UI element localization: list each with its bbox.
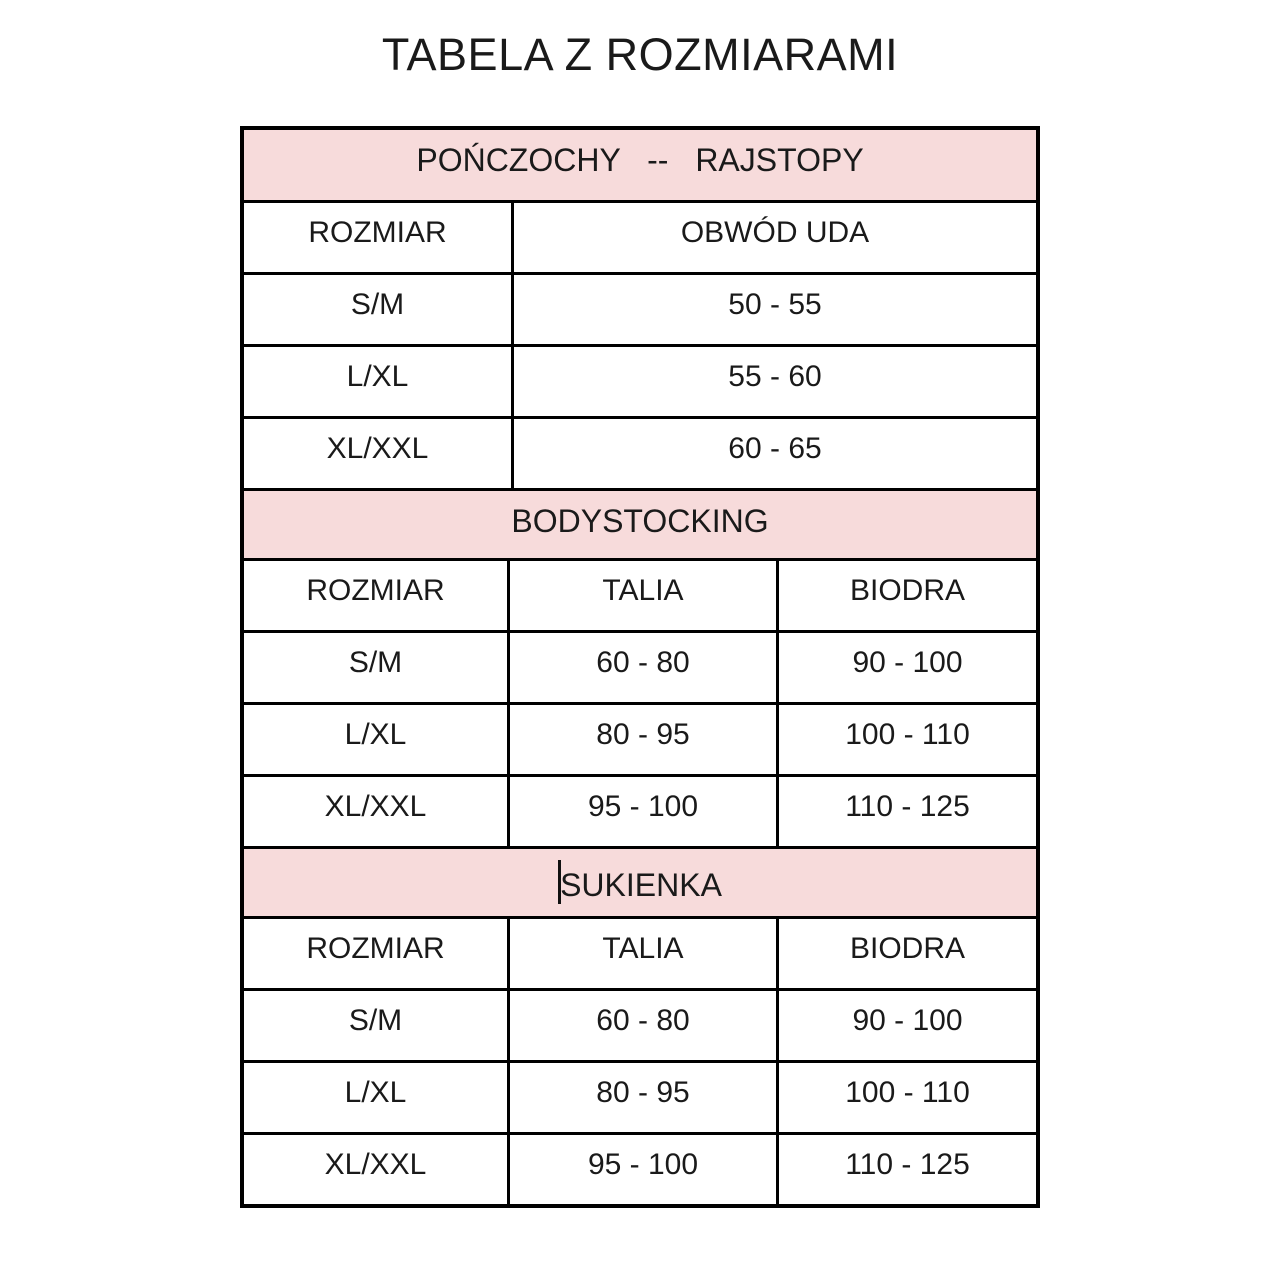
size-row: [244, 774, 1036, 846]
column-header-cell: TALIA: [507, 919, 776, 988]
size-cell: 95 - 100: [507, 1135, 776, 1204]
size-cell: 90 - 100: [776, 633, 1036, 702]
page-title: TABELA Z ROZMIARAMI: [381, 29, 899, 80]
size-cell: XL/XXL: [244, 777, 507, 846]
section-title-bar: [244, 130, 1036, 200]
column-header-row: [244, 916, 1036, 988]
size-cell: 100 - 110: [776, 1063, 1036, 1132]
section-title: SUKIENKA: [560, 866, 722, 903]
size-cell: 80 - 95: [507, 705, 776, 774]
column-header-cell: ROZMIAR: [244, 919, 507, 988]
column-header-cell: BIODRA: [776, 561, 1036, 630]
size-cell: XL/XXL: [244, 1135, 507, 1204]
section-title-bar: [244, 846, 1036, 916]
size-row: [244, 416, 1036, 488]
size-cell: L/XL: [244, 1063, 507, 1132]
column-header-cell: OBWÓD UDA: [511, 203, 1036, 272]
size-cell: XL/XXL: [244, 419, 511, 488]
column-header-cell: ROZMIAR: [244, 203, 511, 272]
section-title: POŃCZOCHY -- RAJSTOPY: [416, 141, 864, 178]
table-section-2: [244, 488, 1036, 846]
size-row: [244, 344, 1036, 416]
section-title-bar: [244, 488, 1036, 558]
size-cell: 100 - 110: [776, 705, 1036, 774]
size-cell: L/XL: [244, 347, 511, 416]
size-row: [244, 988, 1036, 1060]
size-cell: S/M: [244, 275, 511, 344]
column-header-cell: BIODRA: [776, 919, 1036, 988]
table-section-3: [244, 846, 1036, 1204]
column-header-row: [244, 200, 1036, 272]
size-cell: S/M: [244, 633, 507, 702]
table-section-1: [244, 130, 1036, 488]
size-row: [244, 272, 1036, 344]
size-cell: 80 - 95: [507, 1063, 776, 1132]
size-cell: 50 - 55: [511, 275, 1036, 344]
column-header-cell: TALIA: [507, 561, 776, 630]
size-cell: 95 - 100: [507, 777, 776, 846]
column-header-row: [244, 558, 1036, 630]
size-cell: 90 - 100: [776, 991, 1036, 1060]
size-cell: L/XL: [244, 705, 507, 774]
size-row: [244, 1060, 1036, 1132]
size-cell: S/M: [244, 991, 507, 1060]
size-cell: 60 - 80: [507, 991, 776, 1060]
size-table: [240, 126, 1040, 1208]
size-cell: 55 - 60: [511, 347, 1036, 416]
size-row: [244, 702, 1036, 774]
size-cell: 110 - 125: [776, 1135, 1036, 1204]
size-cell: 60 - 65: [511, 419, 1036, 488]
size-row: [244, 630, 1036, 702]
section-title: BODYSTOCKING: [511, 502, 769, 539]
column-header-cell: ROZMIAR: [244, 561, 507, 630]
size-row: [244, 1132, 1036, 1204]
size-cell: 110 - 125: [776, 777, 1036, 846]
size-cell: 60 - 80: [507, 633, 776, 702]
